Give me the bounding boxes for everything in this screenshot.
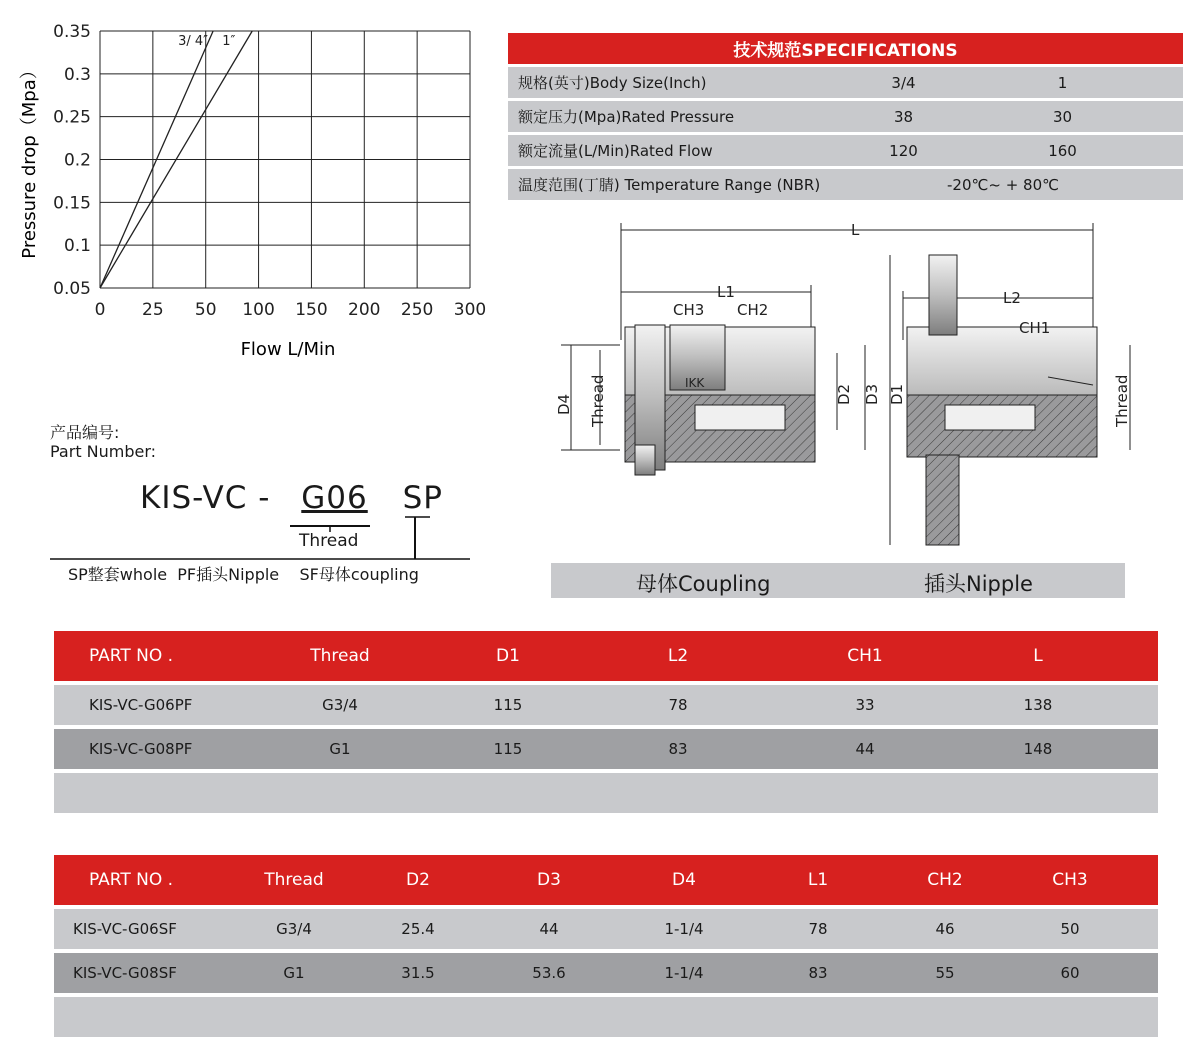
cell-d3: 44: [539, 920, 559, 938]
spec-value-34: 38: [893, 107, 914, 126]
x-axis-label: Flow L/Min: [240, 339, 336, 360]
table-header: [54, 631, 1158, 681]
cell-ch1: 33: [855, 696, 875, 714]
specifications-table: [508, 33, 1183, 200]
coupling-parts-table: [54, 855, 1158, 1037]
table-row: [54, 953, 1158, 993]
header-part-no: PART NO .: [89, 870, 174, 890]
dim-L: L: [851, 221, 860, 239]
x-tick-label: 50: [194, 300, 217, 320]
spec-value-span: -20℃~ + 80℃: [947, 175, 1059, 194]
cell-thread: G3/4: [276, 920, 312, 938]
spec-value-1: 1: [1057, 73, 1068, 92]
cell-part-no: KIS-VC-G06PF: [89, 696, 193, 714]
header-l2: L2: [667, 646, 689, 666]
cell-part-no: KIS-VC-G08PF: [89, 740, 193, 758]
ikk-logo: IKK: [685, 376, 705, 390]
header-part-no: PART NO .: [89, 646, 174, 666]
technical-drawing: [545, 215, 1145, 560]
y-tick-label: 0.15: [53, 193, 91, 214]
header-ch1: CH1: [847, 646, 883, 666]
y-tick-label: 0.25: [53, 107, 91, 128]
cell-l: 148: [1023, 740, 1053, 758]
table-header: [54, 855, 1158, 905]
part-number-label: [50, 423, 156, 461]
dim-CH3: CH3: [673, 301, 705, 319]
table-row: [54, 685, 1158, 725]
dim-L2: L2: [1003, 289, 1021, 307]
caption-coupling: 母体Coupling: [636, 572, 771, 596]
cell-d4: 1-1/4: [664, 920, 704, 938]
pn-thread-code: G06: [301, 480, 368, 516]
cell-part-no: KIS-VC-G08SF: [73, 964, 177, 982]
y-tick-label: 0.05: [53, 279, 91, 299]
x-tick-label: 250: [400, 300, 434, 320]
cell-l1: 83: [808, 964, 828, 982]
dim-D3: D3: [863, 383, 881, 405]
header-ch3: CH3: [1052, 870, 1088, 890]
spec-row-rated-flow: [508, 135, 1183, 166]
part-number-leaders: [50, 510, 480, 562]
y-tick-label: 0.1: [63, 236, 91, 257]
x-tick-label: 150: [295, 300, 328, 320]
dim-thread-right: Thread: [1113, 374, 1131, 427]
y-tick-labels: [53, 22, 91, 299]
dim-thread-left: Thread: [589, 374, 607, 427]
pressure-drop-chart: [0, 0, 500, 380]
table-row-empty: [54, 997, 1158, 1037]
spec-value-1: 160: [1048, 141, 1077, 160]
cell-thread: G1: [329, 740, 351, 758]
cell-l: 138: [1023, 696, 1053, 714]
header-d3: D3: [537, 870, 561, 890]
cell-thread: G3/4: [322, 696, 358, 714]
cell-ch1: 44: [855, 740, 875, 758]
table-row: [54, 909, 1158, 949]
spec-row-body-size: [508, 67, 1183, 98]
pn-options: SP整套whole PF插头Nipple SF母体coupling: [68, 565, 419, 584]
header-d4: D4: [672, 870, 696, 890]
header-thread: Thread: [310, 646, 370, 666]
x-tick-label: 25: [142, 300, 164, 320]
table-row: [54, 729, 1158, 769]
cell-d3: 53.6: [532, 964, 566, 982]
spec-row-temperature: [508, 169, 1183, 200]
cell-l2: 83: [668, 740, 688, 758]
cell-d4: 1-1/4: [664, 964, 704, 982]
header-l1: L1: [807, 870, 829, 890]
pn-prefix: KIS-VC -: [140, 480, 271, 516]
chart-grid: [100, 31, 470, 288]
dim-CH1: CH1: [1019, 319, 1051, 337]
cell-d2: 25.4: [401, 920, 435, 938]
cell-thread: G1: [283, 964, 305, 982]
header-l: L: [1033, 646, 1043, 666]
cell-ch3: 50: [1060, 920, 1080, 938]
drawing-caption-bar: [551, 563, 1125, 598]
spec-value-1: 30: [1052, 107, 1073, 126]
header-thread: Thread: [264, 870, 324, 890]
caption-nipple: 插头Nipple: [924, 572, 1033, 596]
x-tick-label: 300: [453, 300, 487, 320]
dim-D1: D1: [888, 383, 906, 405]
part-number-label-cn: 产品编号:: [50, 423, 120, 442]
spec-label: 温度范围(丁腈) Temperature Range (NBR): [518, 176, 821, 194]
y-tick-label: 0.35: [53, 22, 91, 42]
spec-value-34: 120: [889, 141, 918, 160]
cell-ch2: 55: [935, 964, 955, 982]
table-row-empty: [54, 773, 1158, 813]
spec-label: 额定压力(Mpa)Rated Pressure: [518, 108, 735, 126]
header-d1: D1: [496, 646, 520, 666]
spec-value-34: 3/4: [891, 73, 916, 92]
cell-d1: 115: [493, 696, 523, 714]
cell-d1: 115: [493, 740, 523, 758]
dim-CH2: CH2: [737, 301, 769, 319]
series-label: 1″: [222, 34, 236, 49]
spec-label: 规格(英寸)Body Size(Inch): [518, 74, 707, 92]
spec-row-rated-pressure: [508, 101, 1183, 132]
cell-ch2: 46: [935, 920, 955, 938]
pn-suffix: SP: [402, 480, 443, 516]
dim-L1: L1: [717, 283, 735, 301]
series-label: 3/ 4″: [178, 34, 209, 49]
part-number-label-en: Part Number:: [50, 442, 157, 461]
x-tick-label: 0: [94, 300, 106, 320]
y-axis-label: Pressure drop（Mpa）: [19, 61, 40, 259]
cell-d2: 31.5: [401, 964, 435, 982]
header-ch2: CH2: [927, 870, 963, 890]
dim-D2: D2: [835, 383, 853, 405]
dim-D4: D4: [555, 393, 573, 415]
cell-part-no: KIS-VC-G06SF: [73, 920, 177, 938]
x-tick-label: 100: [242, 300, 275, 320]
x-tick-labels: [95, 300, 487, 320]
nipple-parts-table: [54, 631, 1158, 813]
cell-l2: 78: [668, 696, 688, 714]
cell-l1: 78: [808, 920, 828, 938]
header-d2: D2: [406, 870, 430, 890]
spec-label: 额定流量(L/Min)Rated Flow: [518, 142, 713, 160]
y-tick-label: 0.3: [63, 64, 91, 85]
y-tick-label: 0.2: [63, 150, 91, 171]
pn-thread-label: Thread: [299, 531, 359, 551]
x-tick-label: 200: [348, 300, 381, 320]
cell-ch3: 60: [1060, 964, 1080, 982]
spec-title: 技术规范SPECIFICATIONS: [508, 33, 1183, 64]
